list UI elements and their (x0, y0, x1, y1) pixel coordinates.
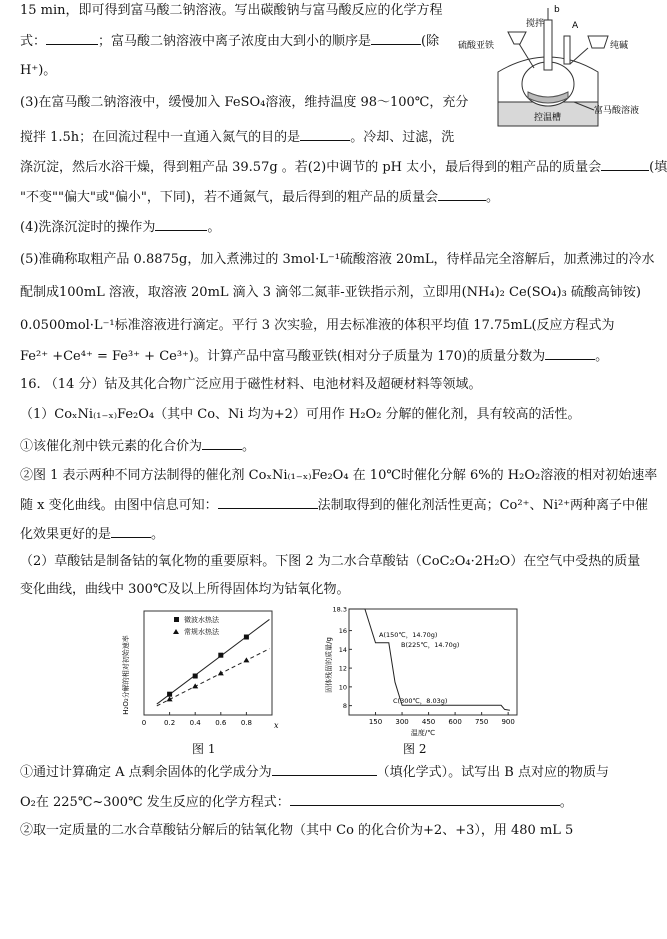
text-line (20, 128, 454, 147)
text-line: 配制成100mL 溶液，取溶液 20mL 滴入 3 滴邻二氮菲-亚铁指示剂，立即用(NH₄)₂ Ce(SO₄)₃ 硫酸高铈铵) (20, 285, 641, 300)
fig2-point-b: B(225℃，14.70g) (401, 641, 460, 649)
fig1-xtick-label: 0.6 (215, 719, 227, 727)
text-span: (4)洗涤沉淀时的操作为 (20, 220, 156, 235)
figure-2-caption: 图 2 (403, 742, 427, 756)
fig2-ytick-label: 10 (338, 683, 347, 692)
fig2-ticks (333, 606, 515, 727)
text-span: 。冷却、过滤，洗 (350, 130, 455, 145)
condenser (564, 36, 570, 64)
text-span: "不变""偏大"或"偏小"，下同)，若不通氮气，最后得到的粗产品的质量会 (20, 190, 438, 205)
text-span: ①通过计算确定 A 点剩余固体的化学成分为 (20, 765, 272, 780)
text-line: H⁺)。 (20, 63, 57, 78)
answer-blank[interactable] (202, 437, 242, 450)
fig1-xtick-label: 0 (141, 719, 147, 727)
text-line: 15 min，即可得到富马酸二钠溶液。写出碳酸钠与富马酸反应的化学方程 (20, 3, 443, 18)
text-span: ①该催化剂中铁元素的化合价为 (20, 439, 203, 454)
fig2-xtick-label: 600 (448, 718, 462, 726)
text-span: 。 (207, 220, 221, 235)
fig1-xtick-label: 0.2 (164, 719, 176, 727)
fig1-legend-microwave: 微波水热法 (184, 616, 219, 624)
fig1-xtick-label: 0.4 (189, 719, 201, 727)
text-span: (填 (649, 160, 667, 175)
text-line (20, 496, 648, 515)
fig2-point-c: C(300℃，8.03g) (393, 697, 448, 705)
fig1-xtick-label: 0.8 (240, 719, 252, 727)
text-line (20, 218, 220, 237)
text-line (20, 188, 499, 207)
text-span: 随 x 变化曲线。由图中信息可知： (20, 498, 218, 513)
text-span: 。 (485, 190, 499, 205)
fig1-point-triangle (167, 696, 173, 701)
text-span: 法制取得到的催化剂活性更高；Co²⁺、Ni²⁺两种离子中催 (317, 498, 649, 513)
fig2-xtick-label: 150 (368, 718, 383, 726)
stirrer-rod (544, 20, 552, 70)
label-solution: 富马酸溶液 (594, 106, 640, 116)
answer-blank[interactable] (111, 525, 151, 538)
fig2-xtick-label: 750 (474, 718, 489, 726)
answer-blank[interactable] (371, 32, 421, 45)
fig1-point-triangle (192, 683, 198, 688)
answer-blank[interactable] (272, 763, 377, 776)
fig2-ytick-label: 8 (342, 702, 347, 711)
text-line: (3)在富马酸二钠溶液中，缓慢加入 FeSO₄溶液，维持温度 98～100℃，充分 (20, 95, 469, 110)
text-span: 。 (559, 795, 573, 810)
text-span: (除 (421, 34, 440, 49)
label-b: b (554, 5, 560, 15)
text-line (20, 525, 164, 544)
fig1-point-square (193, 674, 198, 679)
label-a: A (572, 21, 579, 31)
fig1-fit-line (157, 649, 270, 706)
text-line (20, 793, 573, 812)
fig2-ytick-label: 14 (338, 645, 347, 654)
fig2-ytick-label: 12 (338, 664, 347, 673)
text-line: 0.0500mol·L⁻¹标准溶液进行滴定。平行 3 次实验，用去标准液的体积平均值 17.75mL(反应方程式为 (20, 318, 615, 333)
text-line (20, 763, 609, 782)
dropping-funnel (508, 32, 526, 44)
fig2-xtick-label: 900 (501, 718, 515, 726)
fig1-xlabel: x (274, 721, 279, 730)
fig2-ytick-label: 16 (338, 627, 347, 636)
fig2-xtick-label: 300 (395, 718, 409, 726)
text-line (20, 347, 608, 366)
fig2-point-a: A(150℃，14.70g) (379, 631, 438, 639)
answer-blank[interactable] (545, 347, 595, 360)
answer-blank[interactable] (300, 128, 350, 141)
fig2-curve (349, 609, 510, 710)
label-nitrogen: 纯碱 (610, 41, 629, 51)
text-span: ；富马酸二钠溶液中离子浓度由大到小的顺序是 (98, 34, 372, 49)
label-stirrer: 搅拌 (526, 19, 545, 29)
text-span: 。 (151, 527, 165, 542)
fig1-point-square (167, 692, 172, 697)
text-line: ②取一定质量的二水合草酸钴分解后的钴氧化物（其中 Co 的化合价为+2、+3），用 480 mL 5 (20, 823, 574, 838)
fig1-ticks (142, 712, 252, 727)
fig2-xtick-label: 450 (421, 718, 436, 726)
side-funnel (588, 36, 608, 48)
fig2-ytick-label: 18.3 (332, 605, 347, 614)
fig1-legend-square (174, 617, 179, 622)
answer-blank[interactable] (218, 496, 318, 509)
label-ferrous: 硫酸亚铁 (458, 41, 495, 51)
fig1-point-square (218, 653, 223, 658)
fig1-point-triangle (218, 670, 224, 675)
side-tube (570, 48, 588, 64)
text-span: Fe²⁺ +Ce⁴⁺ = Fe³⁺ + Ce³⁺)。计算产品中富马酸亚铁(相对分子质量为 170)的质量分数为 (20, 349, 546, 364)
text-line: 变化曲线，曲线中 300℃及以上所得固体均为钴氧化物。 (20, 582, 350, 597)
question-heading: 16. （14 分）钴及其化合物广泛应用于磁性材料、电池材料及超硬材料等领域。 (20, 377, 482, 392)
text-span: （填化学式）。试写出 B 点对应的物质与 (376, 765, 609, 780)
answer-blank[interactable] (601, 158, 649, 171)
fig1-legend-conventional: 常规水热法 (184, 628, 219, 636)
fig1-point-square (244, 635, 249, 640)
text-line: ②图 1 表示两种不同方法制得的催化剂 CoₓNi₍₁₋ₓ₎Fe₂O₄ 在 10℃时催化分解 6%的 H₂O₂溶液的相对初始速率 (20, 468, 658, 483)
answer-blank[interactable] (290, 793, 560, 806)
text-line: （2）草酸钴是制备钴的氧化物的重要原料。下图 2 为二水合草酸钴（CoC₂O₄·2H₂O）在空气中受热的质量 (20, 554, 641, 569)
text-span: 搅拌 1.5h；在回流过程中一直通入氮气的目的是 (20, 130, 301, 145)
text-span: 涤沉淀，然后水浴干燥，得到粗产品 39.57g 。若(2)中调节的 pH 太小，最后得到的粗产品的质量会 (20, 160, 602, 175)
text-span: 化效果更好的是 (20, 527, 112, 542)
answer-blank[interactable] (438, 188, 486, 201)
fig2-ylabel: 固体残留的质量/g (325, 637, 333, 693)
text-span: 式： (20, 34, 47, 49)
fig1-legend-triangle (173, 629, 179, 634)
figure-1-chart (120, 605, 280, 737)
answer-blank[interactable] (155, 218, 207, 231)
fig1-point-triangle (243, 657, 249, 662)
answer-blank[interactable] (46, 32, 98, 45)
text-span: 。 (242, 439, 256, 454)
text-line (20, 32, 439, 51)
fig1-ylabel: H₂O₂分解的相对初始速率 (122, 635, 130, 715)
text-line: （1）CoₓNi₍₁₋ₓ₎Fe₂O₄（其中 Co、Ni 均为+2）可用作 H₂O₂ 分解的催化剂，具有较高的活性。 (20, 407, 581, 422)
label-bath: 控温槽 (534, 113, 562, 123)
figure-1-caption: 图 1 (192, 742, 216, 756)
figure-2-chart (323, 605, 523, 737)
text-span: O₂在 225℃~300℃ 发生反应的化学方程式： (20, 795, 290, 810)
apparatus-diagram (448, 2, 646, 132)
text-line: (5)准确称取粗产品 0.8875g，加入煮沸过的 3mol·L⁻¹硫酸溶液 20mL，待样品完全溶解后，加煮沸过的冷水 (20, 252, 655, 267)
text-span: 。 (595, 349, 609, 364)
text-line (20, 158, 667, 177)
text-line (20, 437, 255, 456)
fig2-xlabel: 温度/℃ (410, 729, 436, 737)
